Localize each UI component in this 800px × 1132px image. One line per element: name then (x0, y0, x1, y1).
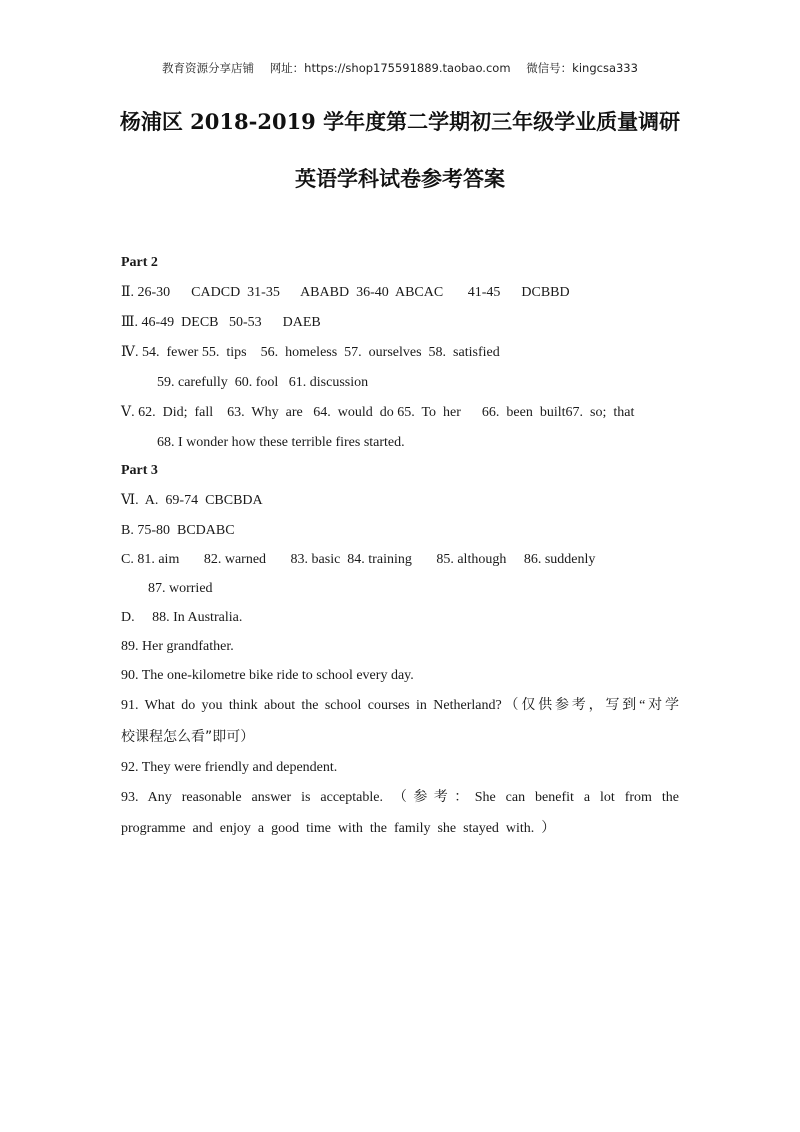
part2-section-3: Ⅲ. 46-49 DECB 50-53 DAEB (121, 315, 321, 330)
part2-section-4-cont: 59. carefully 60. fool 61. discussion (157, 375, 369, 390)
answer-93-line2: programme and enjoy a good time with the family she stayed with. ） (121, 821, 556, 836)
answer-93-line1: 93. Any reasonable answer is acceptable. （参考：She can benefit a lot from the (121, 790, 679, 805)
answer-90: 90. The one-kilometre bike ride to school every day. (121, 668, 414, 683)
part3-heading: Part 3 (121, 463, 158, 478)
answer-91-line1: 91. What do you think about the school courses in Netherland?（仅供参考，写到“对学 (121, 698, 679, 713)
part3-section-6c: C. 81. aim 82. warned 83. basic 84. training 85. although 86. suddenly (121, 552, 596, 567)
document-subtitle: 英语学科试卷参考答案 (295, 166, 505, 191)
part3-section-6d: D. 88. In Australia. (121, 610, 243, 625)
part3-section-6a: Ⅵ. A. 69-74 CBCBDA (121, 493, 263, 508)
part3-section-6c-cont: 87. worried (148, 581, 213, 596)
answer-92: 92. They were friendly and dependent. (121, 760, 338, 775)
shop-url: 网址：https://shop175591889.taobao.com (269, 61, 511, 75)
answer-91-line2: 校课程怎么看”即可） (121, 729, 255, 745)
part2-section-5: Ⅴ. 62. Did; fall 63. Why are 64. would do 65. To her 66. been built67. so; that (121, 405, 635, 420)
document-title: 杨浦区 2018-2019 学年度第二学期初三年级学业质量调研 (119, 109, 681, 134)
part2-section-2: Ⅱ. 26-30 CADCD 31-35 ABABD 36-40 ABCAC 41-45 DCBBD (121, 285, 570, 300)
answer-89: 89. Her grandfather. (121, 639, 234, 654)
part3-section-6b: B. 75-80 BCDABC (121, 523, 235, 538)
part2-section-5-cont: 68. I wonder how these terrible fires started. (157, 435, 405, 450)
page-header (0, 60, 800, 76)
part2-heading: Part 2 (121, 255, 158, 270)
part2-section-4: Ⅳ. 54. fewer 55. tips 56. homeless 57. ourselves 58. satisfied (121, 345, 500, 360)
wechat-id: 微信号：kingcsa333 (526, 61, 638, 75)
shop-name: 教育资源分享店铺 (162, 61, 255, 75)
